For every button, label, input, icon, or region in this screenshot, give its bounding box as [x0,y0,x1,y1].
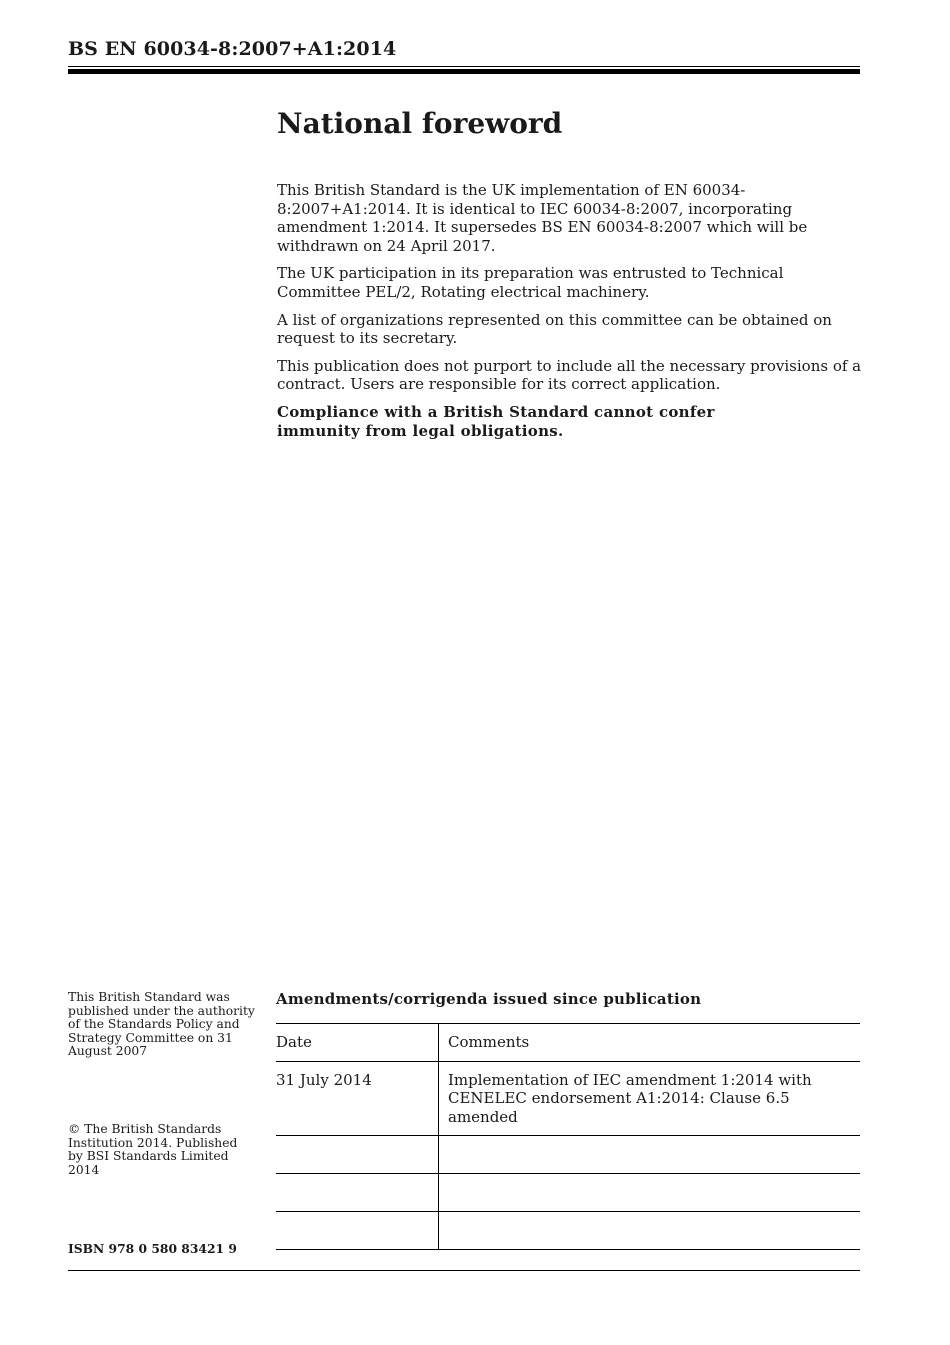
amendment-comments [439,1136,861,1174]
column-header-date: Date [276,1024,439,1062]
table-header-row [276,1024,860,1062]
compliance-note: Compliance with a British Standard cannot confer immunity from legal obligations. [277,402,715,440]
isbn: ISBN 978 0 580 83421 9 [68,1241,237,1256]
amendment-comments: Implementation of IEC amendment 1:2014 with CENELEC endorsement A1:2014: Clause 6.5 amended [439,1061,861,1136]
amendment-date [276,1212,439,1250]
page-title: National foreword [277,107,563,140]
foreword-paragraph: The UK participation in its preparation was entrusted to Technical Committee PEL/2, Rotating electrical machinery. [277,264,784,301]
amendment-date [276,1174,439,1212]
amendments-heading: Amendments/corrigenda issued since publication [276,990,702,1008]
column-header-comments: Comments [439,1024,861,1062]
foreword-paragraph: This British Standard is the UK implementation of EN 60034-8:2007+A1:2014. It is identical to IEC 60034-8:2007, incorporating amendment 1:2014. It supersedes BS EN 60034-8:2007 which will be withdrawn on 24 April 2017. [277,181,808,255]
amendments-table [276,1023,860,1250]
header-rule-thin [68,66,860,67]
table-row [276,1136,860,1174]
header-rule-thick [68,69,860,74]
foreword-paragraph: This publication does not purport to include all the necessary provisions of a contract. Users are responsible for its correct application. [277,356,862,394]
standard-code-header: BS EN 60034-8:2007+A1:2014 [68,38,397,60]
amendment-comments [439,1212,861,1250]
foreword-paragraph: A list of organizations represented on this committee can be obtained on request to its secretary. [277,310,832,348]
foreword-body [277,181,867,449]
amendment-comments [439,1174,861,1212]
authority-note: This British Standard was published under the authority of the Standards Policy and Strategy Committee on 31 August 2007 [68,990,255,1059]
table-row [276,1212,860,1250]
footer-rule [68,1270,860,1271]
table-row [276,1061,860,1136]
table-row [276,1174,860,1212]
copyright-note: © The British Standards Institution 2014. Published by BSI Standards Limited 2014 [68,1122,238,1177]
amendment-date: 31 July 2014 [276,1061,439,1136]
amendment-date [276,1136,439,1174]
